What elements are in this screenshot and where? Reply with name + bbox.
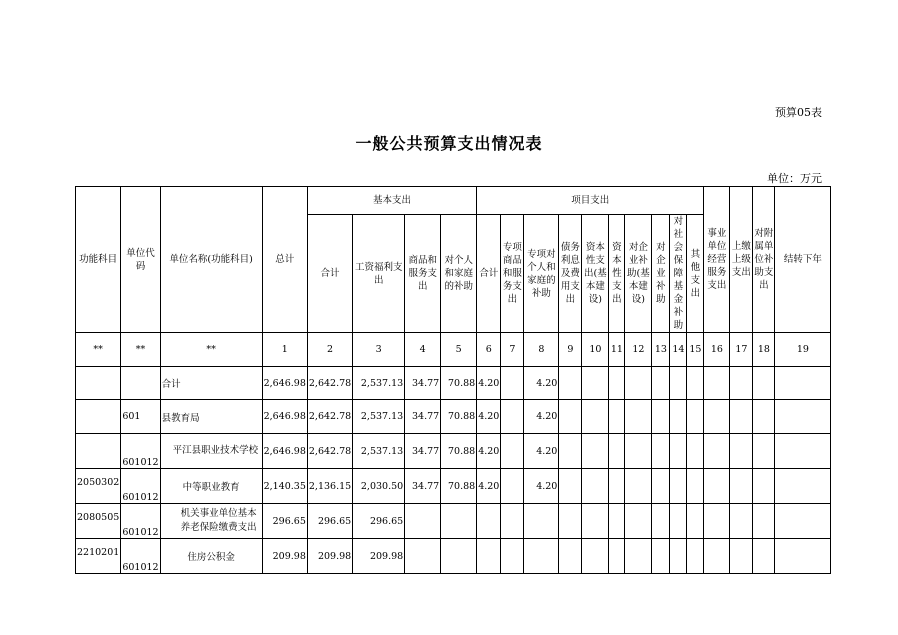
empty-cell xyxy=(687,504,704,539)
header-goods: 商品和服务支出 xyxy=(405,215,441,333)
empty-cell xyxy=(753,539,775,574)
index-number: 2 xyxy=(307,333,352,367)
empty-cell xyxy=(704,539,730,574)
empty-cell xyxy=(501,400,524,434)
empty-cell xyxy=(704,434,730,469)
proj-total-cell: 4.20 xyxy=(477,367,501,400)
empty-cell xyxy=(559,367,582,400)
index-number: 16 xyxy=(704,333,730,367)
index-number: 17 xyxy=(730,333,753,367)
empty-cell xyxy=(582,469,609,504)
header-proj-goods: 专项商品和服务支出 xyxy=(501,215,524,333)
proj-personal-cell: 4.20 xyxy=(524,469,559,504)
index-number: 7 xyxy=(501,333,524,367)
empty-cell xyxy=(704,504,730,539)
code-cell: 601012 xyxy=(121,539,160,574)
empty-cell xyxy=(687,469,704,504)
code-cell: 601012 xyxy=(121,504,160,539)
goods-cell xyxy=(405,539,441,574)
name-cell: 中等职业教育 xyxy=(160,469,262,504)
empty-cell xyxy=(625,469,652,504)
basic-total-cell: 2,642.78 xyxy=(307,367,352,400)
empty-cell xyxy=(652,367,670,400)
empty-cell xyxy=(753,400,775,434)
empty-cell xyxy=(559,400,582,434)
func-cell xyxy=(76,434,121,469)
wage-cell: 209.98 xyxy=(353,539,405,574)
index-number: 19 xyxy=(775,333,831,367)
empty-cell xyxy=(652,539,670,574)
budget-table xyxy=(75,186,831,574)
header-other: 其他支出 xyxy=(687,215,704,333)
basic-total-cell: 2,136.15 xyxy=(307,469,352,504)
empty-cell xyxy=(582,400,609,434)
wage-cell: 2,537.13 xyxy=(353,400,405,434)
proj-total-cell: 4.20 xyxy=(477,400,501,434)
empty-cell xyxy=(609,504,625,539)
index-number: 14 xyxy=(670,333,687,367)
empty-cell xyxy=(753,469,775,504)
empty-cell xyxy=(753,367,775,400)
header-unit-name: 单位名称(功能科目) xyxy=(160,187,262,333)
table-row xyxy=(76,400,831,434)
proj-personal-cell: 4.20 xyxy=(524,367,559,400)
empty-cell xyxy=(687,400,704,434)
index-star: ** xyxy=(160,333,262,367)
name-cell: 住房公积金 xyxy=(160,539,262,574)
header-ent: 对企业补助 xyxy=(652,215,670,333)
index-number: 10 xyxy=(582,333,609,367)
header-unit-code: 单位代码 xyxy=(121,187,160,333)
header-basic: 基本支出 xyxy=(307,187,476,215)
empty-cell xyxy=(582,539,609,574)
index-number: 8 xyxy=(524,333,559,367)
goods-cell xyxy=(405,504,441,539)
table-row xyxy=(76,469,831,504)
index-number: 9 xyxy=(559,333,582,367)
empty-cell xyxy=(559,469,582,504)
empty-cell xyxy=(730,434,753,469)
empty-cell xyxy=(775,367,831,400)
empty-cell xyxy=(625,434,652,469)
empty-cell xyxy=(775,469,831,504)
personal-cell xyxy=(441,539,477,574)
index-number: 15 xyxy=(687,333,704,367)
empty-cell xyxy=(687,434,704,469)
header-ent-basic: 对企业补助(基本建设) xyxy=(625,215,652,333)
empty-cell xyxy=(753,434,775,469)
index-number: 6 xyxy=(477,333,501,367)
page-title: 一般公共预算支出情况表 xyxy=(355,134,543,153)
name-cell: 机关事业单位基本养老保险缴费支出 xyxy=(160,504,262,539)
empty-cell xyxy=(730,469,753,504)
code-cell: 601 xyxy=(121,400,160,434)
basic-total-cell: 296.65 xyxy=(307,504,352,539)
proj-personal-cell xyxy=(524,504,559,539)
empty-cell xyxy=(704,400,730,434)
empty-cell xyxy=(625,539,652,574)
empty-cell xyxy=(501,504,524,539)
code-cell: 601012 xyxy=(121,434,160,469)
empty-cell xyxy=(687,367,704,400)
header-project: 项目支出 xyxy=(477,187,704,215)
func-cell xyxy=(76,400,121,434)
empty-cell xyxy=(625,367,652,400)
proj-total-cell xyxy=(477,539,501,574)
index-star: ** xyxy=(76,333,121,367)
proj-personal-cell xyxy=(524,539,559,574)
name-cell: 县教育局 xyxy=(160,400,262,434)
header-capital: 资本性支出 xyxy=(609,215,625,333)
index-number: 18 xyxy=(753,333,775,367)
goods-cell: 34.77 xyxy=(405,400,441,434)
table-row xyxy=(76,434,831,469)
empty-cell xyxy=(730,539,753,574)
func-cell xyxy=(76,367,121,400)
proj-total-cell xyxy=(477,504,501,539)
empty-cell xyxy=(670,400,687,434)
personal-cell: 70.88 xyxy=(441,400,477,434)
empty-cell xyxy=(775,400,831,434)
code-cell: 601012 xyxy=(121,469,160,504)
empty-cell xyxy=(730,504,753,539)
empty-cell xyxy=(559,504,582,539)
empty-cell xyxy=(704,469,730,504)
personal-cell: 70.88 xyxy=(441,469,477,504)
index-number: 5 xyxy=(441,333,477,367)
proj-personal-cell: 4.20 xyxy=(524,400,559,434)
func-cell: 2210201 xyxy=(76,539,121,574)
unit-label: 单位：万元 xyxy=(767,172,822,185)
name-cell: 合计 xyxy=(160,367,262,400)
personal-cell: 70.88 xyxy=(441,434,477,469)
header-upper: 上缴上级支出 xyxy=(730,187,753,333)
header-biz: 事业单位经营服务支出 xyxy=(704,187,730,333)
empty-cell xyxy=(652,434,670,469)
empty-cell xyxy=(609,539,625,574)
code-cell xyxy=(121,367,160,400)
wage-cell: 296.65 xyxy=(353,504,405,539)
index-star: ** xyxy=(121,333,160,367)
header-wage: 工资福利支出 xyxy=(353,215,405,333)
header-total: 总计 xyxy=(262,187,307,333)
index-row xyxy=(76,333,831,367)
total-cell: 296.65 xyxy=(262,504,307,539)
total-cell: 209.98 xyxy=(262,539,307,574)
goods-cell: 34.77 xyxy=(405,367,441,400)
personal-cell: 70.88 xyxy=(441,367,477,400)
total-cell: 2,140.35 xyxy=(262,469,307,504)
empty-cell xyxy=(687,539,704,574)
basic-total-cell: 209.98 xyxy=(307,539,352,574)
empty-cell xyxy=(501,367,524,400)
empty-cell xyxy=(625,504,652,539)
proj-total-cell: 4.20 xyxy=(477,434,501,469)
empty-cell xyxy=(501,434,524,469)
empty-cell xyxy=(582,504,609,539)
empty-cell xyxy=(753,504,775,539)
form-number: 预算05表 xyxy=(775,106,822,119)
empty-cell xyxy=(609,469,625,504)
index-number: 11 xyxy=(609,333,625,367)
empty-cell xyxy=(670,367,687,400)
goods-cell: 34.77 xyxy=(405,434,441,469)
basic-total-cell: 2,642.78 xyxy=(307,400,352,434)
empty-cell xyxy=(625,400,652,434)
header-capital-basic: 资本性支出(基本建设) xyxy=(582,215,609,333)
header-social: 对社会保障基金补助 xyxy=(670,215,687,333)
index-number: 4 xyxy=(405,333,441,367)
empty-cell xyxy=(670,434,687,469)
header-proj-personal: 专项对个人和家庭的补助 xyxy=(524,215,559,333)
table-row xyxy=(76,504,831,539)
basic-total-cell: 2,642.78 xyxy=(307,434,352,469)
empty-cell xyxy=(704,367,730,400)
empty-cell xyxy=(652,469,670,504)
header-row-1 xyxy=(76,187,831,215)
total-cell: 2,646.98 xyxy=(262,434,307,469)
name-cell: 平江县职业技术学校 xyxy=(160,434,262,469)
total-cell: 2,646.98 xyxy=(262,400,307,434)
total-cell: 2,646.98 xyxy=(262,367,307,400)
empty-cell xyxy=(652,400,670,434)
proj-personal-cell: 4.20 xyxy=(524,434,559,469)
empty-cell xyxy=(582,434,609,469)
empty-cell xyxy=(609,434,625,469)
empty-cell xyxy=(775,539,831,574)
wage-cell: 2,030.50 xyxy=(353,469,405,504)
empty-cell xyxy=(775,434,831,469)
goods-cell: 34.77 xyxy=(405,469,441,504)
wage-cell: 2,537.13 xyxy=(353,367,405,400)
empty-cell xyxy=(670,539,687,574)
empty-cell xyxy=(730,400,753,434)
empty-cell xyxy=(609,400,625,434)
empty-cell xyxy=(501,539,524,574)
header-basic-total: 合计 xyxy=(307,215,352,333)
index-number: 1 xyxy=(262,333,307,367)
personal-cell xyxy=(441,504,477,539)
table-row xyxy=(76,367,831,400)
empty-cell xyxy=(775,504,831,539)
header-func-subject: 功能科目 xyxy=(76,187,121,333)
index-number: 13 xyxy=(652,333,670,367)
table-row xyxy=(76,539,831,574)
header-carry: 结转下年 xyxy=(775,187,831,333)
empty-cell xyxy=(730,367,753,400)
header-personal: 对个人和家庭的补助 xyxy=(441,215,477,333)
func-cell: 2050302 xyxy=(76,469,121,504)
empty-cell xyxy=(559,539,582,574)
empty-cell xyxy=(501,469,524,504)
header-debt: 债务利息及费用支出 xyxy=(559,215,582,333)
header-proj-total: 合计 xyxy=(477,215,501,333)
wage-cell: 2,537.13 xyxy=(353,434,405,469)
empty-cell xyxy=(582,367,609,400)
header-affiliate: 对附属单位补助支出 xyxy=(753,187,775,333)
func-cell: 2080505 xyxy=(76,504,121,539)
empty-cell xyxy=(559,434,582,469)
empty-cell xyxy=(609,367,625,400)
index-number: 3 xyxy=(353,333,405,367)
empty-cell xyxy=(652,504,670,539)
empty-cell xyxy=(670,469,687,504)
index-number: 12 xyxy=(625,333,652,367)
empty-cell xyxy=(670,504,687,539)
proj-total-cell: 4.20 xyxy=(477,469,501,504)
